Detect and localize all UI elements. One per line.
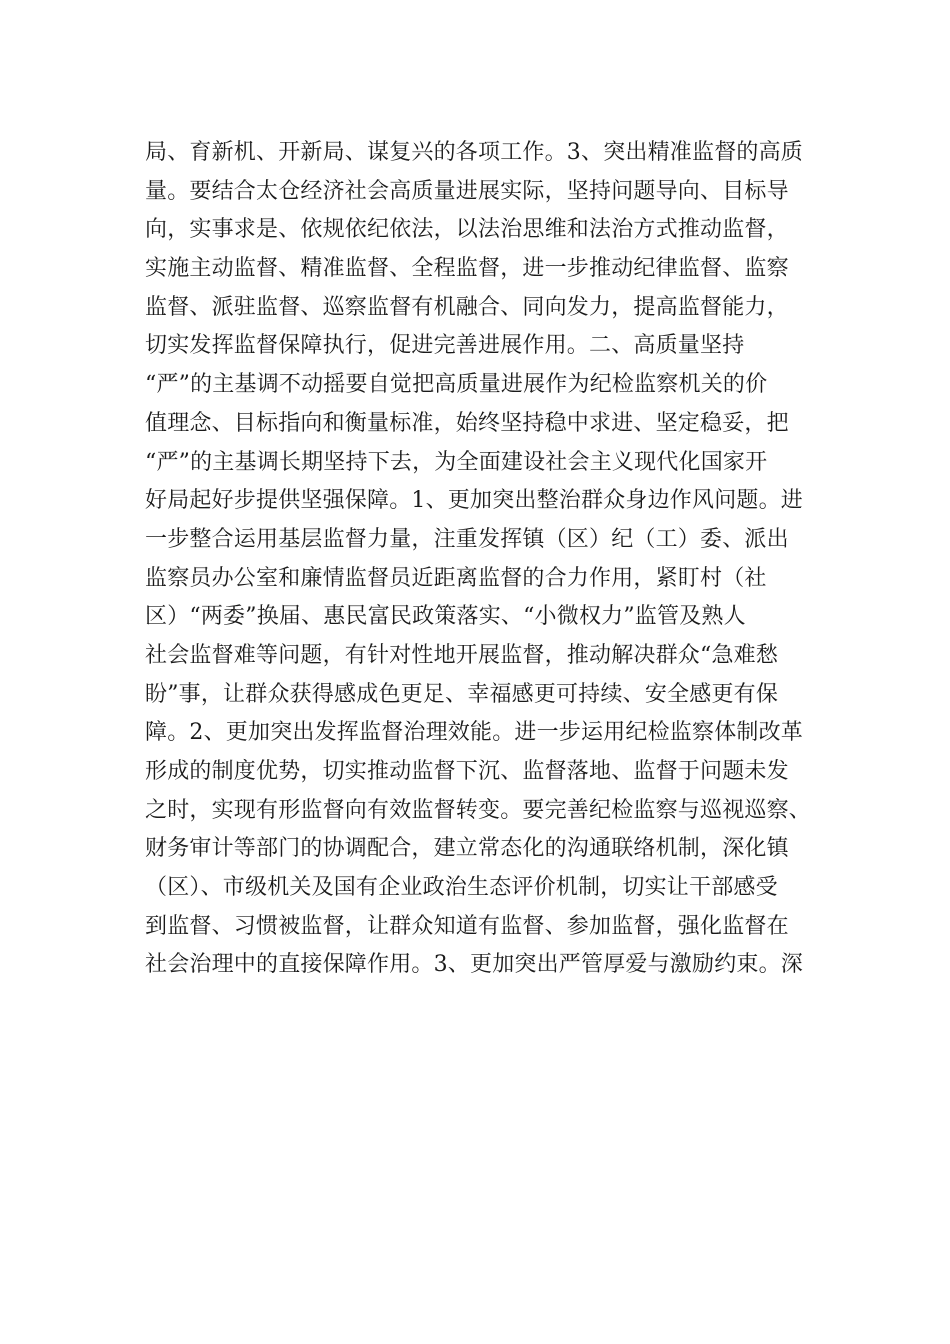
text-line: “严”的主基调不动摇要自觉把高质量进展作为纪检监察机关的价 bbox=[145, 372, 768, 398]
text-line: 之时，实现有形监督向有效监督转变。要完善纪检监察与巡视巡察、 bbox=[145, 797, 812, 823]
text-line: 一步整合运用基层监督力量，注重发挥镇（区）纪（工）委、派出 bbox=[145, 526, 789, 552]
text-line: 量。要结合太仓经济社会高质量进展实际，坚持问题导向、目标导 bbox=[145, 178, 789, 204]
text-line: “严”的主基调长期坚持下去，为全面建设社会主义现代化国家开 bbox=[145, 449, 768, 475]
text-line: 盼”事，让群众获得感成色更足、幸福感更可持续、安全感更有保 bbox=[145, 681, 779, 707]
text-line: （区）、市级机关及国有企业政治生态评价机制，切实让干部感受 bbox=[145, 875, 778, 901]
text-line: 局、育新机、开新局、谋复兴的各项工作。3、突出精准监督的高质 bbox=[145, 140, 803, 165]
body-text bbox=[145, 134, 810, 985]
text-line: 切实发挥监督保障执行，促进完善进展作用。二、高质量坚持 bbox=[145, 333, 745, 359]
text-line: 到监督、习惯被监督，让群众知道有监督、参加监督，强化监督在 bbox=[145, 913, 789, 939]
text-line: 实施主动监督、精准监督、全程监督，进一步推动纪律监督、监察 bbox=[145, 256, 789, 282]
text-line: 财务审计等部门的协调配合，建立常态化的沟通联络机制，深化镇 bbox=[145, 836, 789, 862]
text-line: 监督、派驻监督、巡察监督有机融合、同向发力，提高监督能力， bbox=[145, 294, 789, 320]
text-line: 好局起好步提供坚强保障。1、更加突出整治群众身边作风问题。进 bbox=[145, 488, 803, 514]
text-line: 社会监督难等问题，有针对性地开展监督，推动解决群众“急难愁 bbox=[145, 642, 779, 668]
text-line: 值理念、目标指向和衡量标准，始终坚持稳中求进、坚定稳妥，把 bbox=[145, 410, 789, 436]
text-line: 监察员办公室和廉情监督员近距离监督的合力作用，紧盯村（社 bbox=[145, 565, 767, 591]
text-line: 障。2、更加突出发挥监督治理效能。进一步运用纪检监察体制改革 bbox=[145, 720, 803, 746]
text-line: 向，实事求是、依规依纪依法，以法治思维和法治方式推动监督， bbox=[145, 217, 789, 243]
text-line: 形成的制度优势，切实推动监督下沉、监督落地、监督于问题未发 bbox=[145, 759, 789, 784]
text-line: 区）“两委”换届、惠民富民政策落实、“小微权力”监管及熟人 bbox=[145, 604, 746, 630]
text-line: 社会治理中的直接保障作用。3、更加突出严管厚爱与激励约束。深 bbox=[145, 952, 803, 978]
